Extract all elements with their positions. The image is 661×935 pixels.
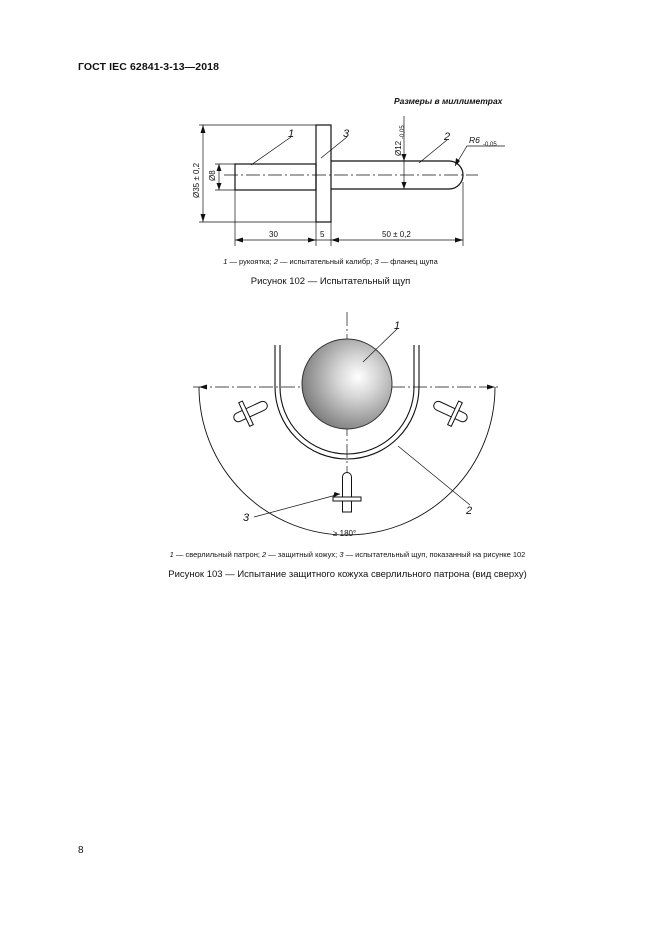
document-code-header: ГОСТ IEC 62841-3-13—2018 [78,61,220,73]
figure-103-caption: Рисунок 103 — Испытание защитного кожуха сверлильного патрона (вид сверху) [168,569,527,580]
probe-bottom [333,473,361,513]
dim-dia-gauge-tol: -0,05 [400,125,406,139]
angle-label: ≥ 180° [333,529,357,538]
callout-2: 2 [466,505,473,517]
dim-dia-gauge: Ø12 [394,140,403,156]
dim-len-gauge: 50 ± 0,2 [382,230,411,239]
callout-1: 1 [394,320,401,332]
figure-102-caption: Рисунок 102 — Испытательный щуп [250,276,411,287]
figure-103-legend: 1 — сверлильный патрон; 2 — защитный кожух; 3 — испытательный щуп, показанный на рисунке 102 [169,550,526,559]
dim-radius: R6 [469,135,480,145]
figure-102-legend: 1 — рукоятка; 2 — испытательный калибр; 3 — фланец щупа [223,257,438,266]
dimensions-note: Размеры в миллиметрах [394,96,503,106]
dim-len-handle: 30 [269,230,278,239]
callout-3: 3 [343,128,350,140]
dim-len-flange: 5 [320,230,325,239]
dim-dia-handle: Ø8 [208,170,217,181]
drill-chuck-sphere [302,339,392,429]
page-number: 8 [78,845,84,856]
probe-left [229,392,273,431]
callout-2: 2 [444,131,451,143]
probe-right [429,392,473,431]
callout-3: 3 [243,512,250,524]
dim-dia-flange: Ø35 ± 0,2 [192,162,201,198]
dim-radius-tol: -0,05 [483,142,497,148]
callout-1: 1 [288,128,295,140]
